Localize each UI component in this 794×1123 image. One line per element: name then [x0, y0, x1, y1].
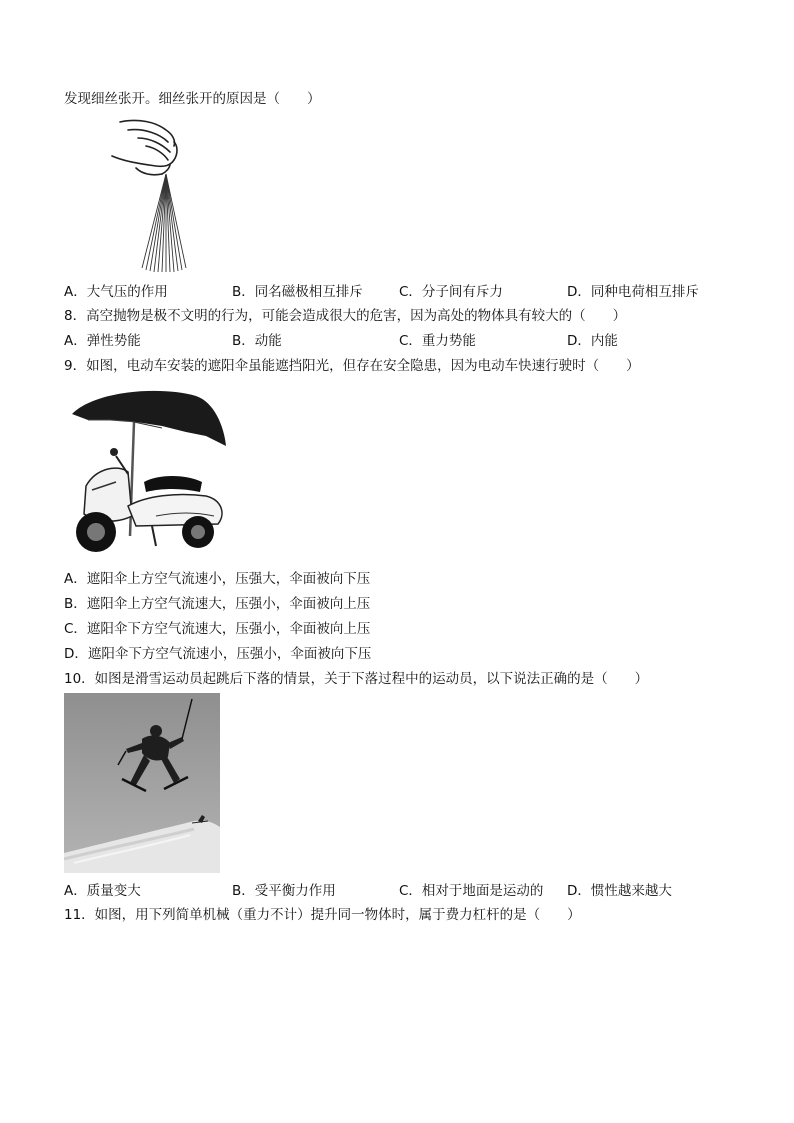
- q10-options: [64, 882, 744, 900]
- q9-scooter-umbrella-figure: [66, 386, 228, 558]
- q10-option-c[interactable]: C．相对于地面是运动的: [399, 883, 544, 899]
- q10-option-b[interactable]: B．受平衡力作用: [232, 883, 336, 899]
- q10-stem: 10．如图是滑雪运动员起跳后下落的情景，关于下落过程中的运动员，以下说法正确的是（ ）: [64, 671, 649, 687]
- q10-option-a[interactable]: A．质量变大: [64, 883, 141, 899]
- q9-option-c[interactable]: C．遮阳伞下方空气流速大，压强小，伞面被向上压: [64, 621, 371, 637]
- q7-option-a[interactable]: A．大气压的作用: [64, 284, 168, 300]
- q9-option-d[interactable]: D．遮阳伞下方空气流速小，压强小，伞面被向下压: [64, 646, 372, 662]
- q11-stem: 11．如图，用下列简单机械（重力不计）提升同一物体时，属于费力杠杆的是（ ）: [64, 907, 581, 923]
- q10-ski-jump-photo: [64, 693, 220, 873]
- q7-options: [64, 283, 744, 301]
- q7-option-b[interactable]: B．同名磁极相互排斥: [232, 284, 363, 300]
- q8-stem: 8．高空抛物是极不文明的行为，可能会造成很大的危害，因为高处的物体具有较大的（ ）: [64, 308, 627, 324]
- q8-option-a[interactable]: A．弹性势能: [64, 333, 141, 349]
- q9-stem: 9．如图，电动车安装的遮阳伞虽能遮挡阳光，但存在安全隐患，因为电动车快速行驶时（ ）: [64, 358, 640, 374]
- q9-option-b[interactable]: B．遮阳伞上方空气流速大，压强小，伞面被向上压: [64, 596, 371, 612]
- q7-option-d[interactable]: D．同种电荷相互排斥: [567, 284, 699, 300]
- q9-option-a[interactable]: A．遮阳伞上方空气流速小，压强大，伞面被向下压: [64, 571, 371, 587]
- q8-option-c[interactable]: C．重力势能: [399, 333, 476, 349]
- q10-option-d[interactable]: D．惯性越来越大: [567, 883, 672, 899]
- q7-option-c[interactable]: C．分子间有斥力: [399, 284, 503, 300]
- q8-options: [64, 332, 744, 350]
- q7-stem-tail: 发现细丝张开。细丝张开的原因是（ ）: [64, 91, 321, 107]
- q8-option-b[interactable]: B．动能: [232, 333, 282, 349]
- q8-option-d[interactable]: D．内能: [567, 333, 618, 349]
- q7-hand-filaments-figure: [108, 116, 198, 274]
